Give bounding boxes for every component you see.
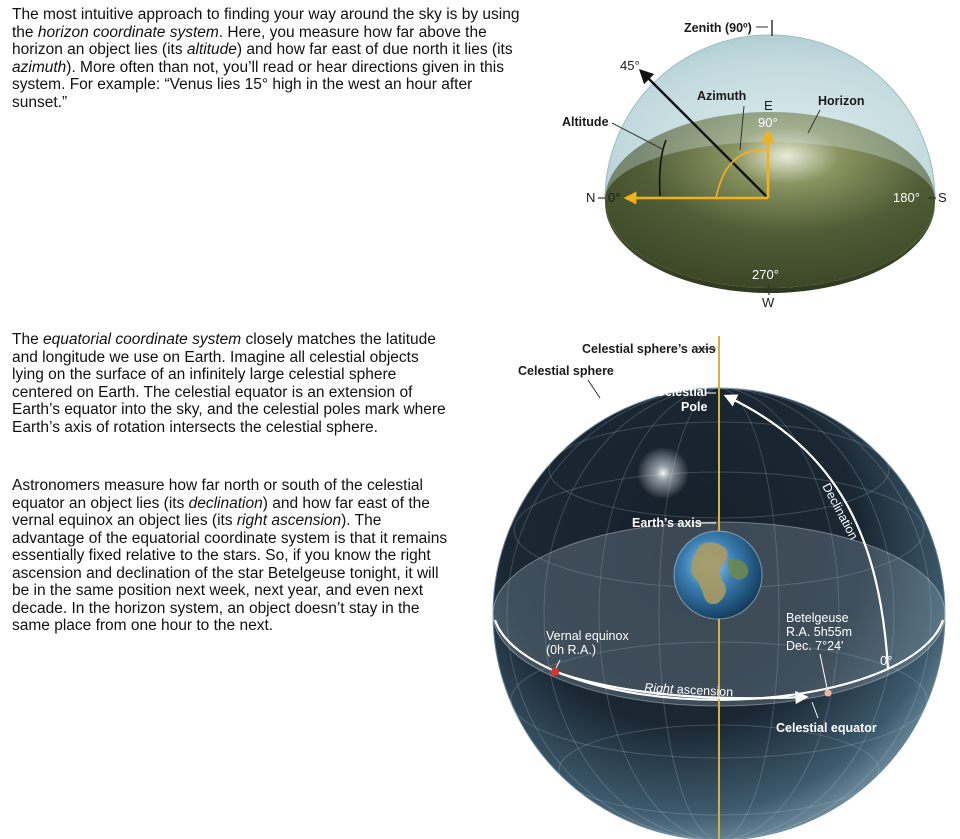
south-letter: S — [938, 190, 947, 205]
declination-paragraph — [12, 477, 452, 635]
north-celestial-pole-label-1: North Celestial — [619, 385, 708, 399]
celestial-equator-label: Celestial equator — [776, 721, 877, 735]
azimuth-label: Azimuth — [697, 89, 747, 103]
paragraph-text: The most intuitive approach to finding your way around the sky is by using the — [12, 6, 520, 41]
emphasized-term: horizon coordinate system — [37, 23, 219, 41]
vernal-equinox-label-2: (0h R.A.) — [546, 643, 597, 657]
paragraph-text: The — [12, 331, 44, 348]
betelgeuse-label-3: Dec. 7°24' — [786, 639, 844, 653]
equator-0-label: 0° — [880, 653, 893, 668]
equatorial-system-paragraph — [12, 331, 452, 436]
betelgeuse-point — [825, 690, 832, 697]
paragraph-text: closely matches the latitude and longitude we use on Earth. Imagine all celestial objects lying on the surface of an infinitely large celestial sphere centered on Earth. The celestial equator is an extension of Earth’s equator into the sky, and the celestial poles mark where Earth’s axis of rotation intersects the celestial sphere. — [12, 331, 446, 436]
declination-label: Declination — [819, 480, 861, 543]
altitude-label: Altitude — [562, 115, 609, 129]
paragraph-text: . Here, you measure how far above the horizon an object lies (its — [12, 23, 487, 58]
horizon-label: Horizon — [818, 94, 865, 108]
emphasized-term: azimuth — [12, 58, 67, 76]
earth-axis-label: Earth’s axis — [632, 516, 702, 530]
betelgeuse-label-1: Betelgeuse — [786, 611, 849, 625]
paragraph-text: ). The advantage of the equatorial coordinate system is that it remains essentially fixed relative to the stars. So, if you know the right ascension and declination of the star Betelgeuse tonight, it will be in the same position next week, next year, and even next decade. In the horizon system, an object doesn’t stay in the same place from one hour to the next. — [12, 512, 448, 634]
betelgeuse-label-2: R.A. 5h55m — [786, 625, 853, 639]
paragraph-text: Astronomers measure how far north or south of the celestial equator an object lies (its — [12, 477, 423, 512]
north-celestial-pole-label-2: Pole — [681, 400, 708, 414]
equatorial-coordinate-diagram — [480, 330, 960, 839]
celestial-sphere-label: Celestial sphere — [518, 364, 614, 378]
earth — [674, 531, 762, 619]
celestial-axis-label: Celestial sphere’s axis — [582, 342, 716, 356]
zenith-label: Zenith (90º) — [684, 21, 752, 35]
sphere-highlight — [637, 447, 689, 499]
emphasized-term: equatorial coordinate system — [43, 331, 242, 348]
pole-90-label: 90° — [727, 376, 747, 391]
east-letter: E — [764, 98, 773, 113]
north-degree: 0° — [608, 190, 621, 205]
horizon-system-paragraph — [12, 6, 522, 111]
vernal-equinox-point — [551, 668, 559, 676]
north-letter: N — [586, 190, 596, 205]
emphasized-term: altitude — [186, 41, 237, 58]
horizon-coordinate-diagram — [540, 0, 960, 320]
west-letter: W — [762, 295, 775, 310]
vernal-equinox-label-1: Vernal equinox — [546, 629, 629, 643]
east-degree: 90° — [758, 115, 778, 130]
right-ascension-label: Right ascension — [643, 680, 734, 700]
altitude-45-label: 45° — [620, 58, 640, 73]
west-degree: 270° — [752, 267, 779, 282]
emphasized-term: declination — [188, 494, 263, 512]
paragraph-text: ). More often than not, you’ll read or hear directions given in this system. For example: “Venus lies 15° high in the west an hour after sunset.” — [12, 58, 504, 111]
emphasized-term: right ascension — [236, 512, 342, 529]
south-degree: 180° — [893, 190, 920, 205]
paragraph-text: ) and how far east of due north it lies (its — [236, 41, 513, 58]
paragraph-text: ) and how far east of the vernal equinox an object lies (its — [12, 494, 430, 529]
